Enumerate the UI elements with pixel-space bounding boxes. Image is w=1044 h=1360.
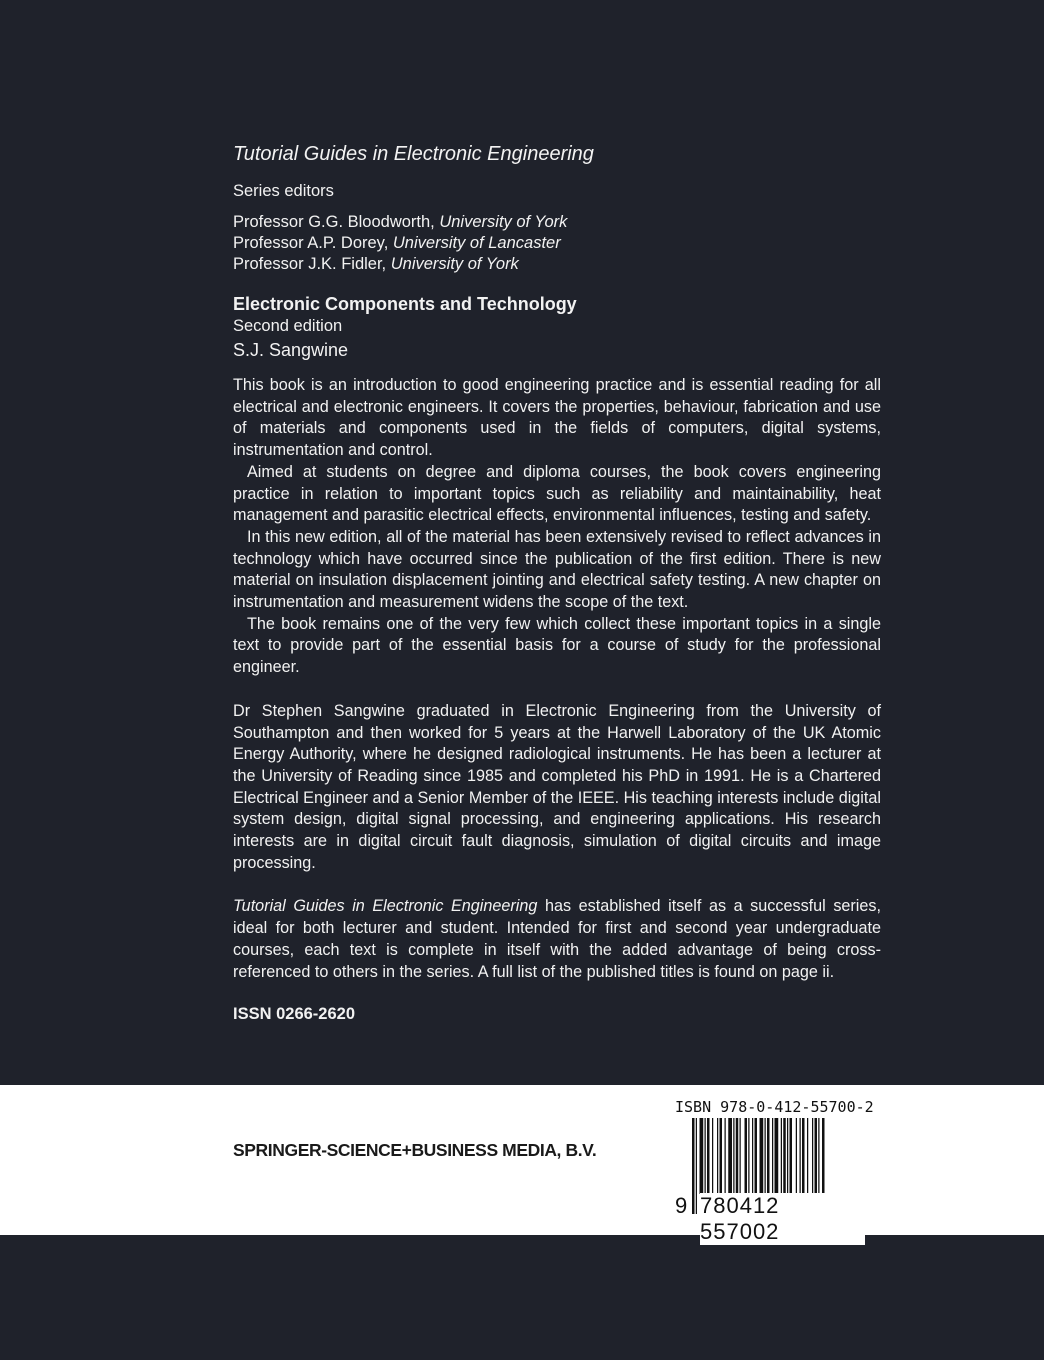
- barcode-bar: [772, 1118, 773, 1194]
- barcode-bar: [720, 1118, 723, 1194]
- book-edition: Second edition: [233, 317, 343, 335]
- editor-name: Professor J.K. Fidler,: [233, 255, 387, 273]
- barcode-bar: [740, 1118, 741, 1194]
- barcode-bar: [717, 1118, 718, 1194]
- barcode-bar: [775, 1118, 779, 1194]
- series-title: Tutorial Guides in Electronic Engineering: [233, 143, 594, 165]
- barcode-bar: [781, 1118, 782, 1194]
- blurb-paragraph: The book remains one of the very few which collect these important topics in a single text to provide part of the essential basis for a course of study for the professional engineer.: [233, 614, 881, 677]
- author-bio: [233, 701, 881, 875]
- editor-line: [233, 254, 881, 275]
- barcode-bar: [812, 1118, 813, 1194]
- barcode-bar: [752, 1118, 753, 1194]
- barcode-bar: [765, 1118, 766, 1194]
- blurb-paragraph: Aimed at students on degree and diploma courses, the book covers engineering practice in relation to important topics such as reliability and maintainability, heat management and parasitic electrical effects, environmental influences, testing and safety.: [233, 462, 881, 525]
- back-cover-content: [233, 140, 881, 1025]
- barcode-bar: [692, 1118, 695, 1214]
- barcode-bar: [705, 1118, 706, 1194]
- editor-line: [233, 233, 881, 254]
- barcode-bar: [736, 1118, 739, 1194]
- barcode-bar: [712, 1118, 713, 1194]
- editor-name: Professor A.P. Dorey,: [233, 234, 389, 252]
- editor-affiliation: University of York: [439, 213, 568, 231]
- barcode-bar: [725, 1118, 726, 1194]
- editor-name: Professor G.G. Bloodworth,: [233, 213, 435, 231]
- series-note: [233, 896, 881, 983]
- barcode-bar: [800, 1118, 801, 1194]
- barcode-bar: [815, 1118, 818, 1194]
- book-author: S.J. Sangwine: [233, 340, 349, 360]
- barcode-bar: [818, 1118, 819, 1194]
- book-blurb: [233, 375, 881, 679]
- barcode-bar: [783, 1118, 786, 1194]
- barcode-bar: [748, 1118, 749, 1194]
- barcode-bar: [745, 1118, 748, 1194]
- series-note-title: Tutorial Guides in Electronic Engineering: [233, 897, 538, 916]
- barcode-bar: [733, 1118, 734, 1194]
- barcode-bar: [790, 1118, 793, 1194]
- editor-line: [233, 212, 881, 233]
- barcode-bar: [700, 1118, 704, 1194]
- blurb-paragraph: This book is an introduction to good engineering practice and is essential reading for all electrical and electronic engineers. It covers the properties, behaviour, fabrication and use of materials and components used in the fields of computers, digital systems, instrumentation and control.: [233, 376, 881, 460]
- isbn-label: ISBN 978-0-412-55700-2: [675, 1098, 874, 1116]
- editor-affiliation: University of York: [390, 255, 519, 273]
- barcode-bar: [696, 1118, 697, 1214]
- barcode-bar: [787, 1118, 788, 1194]
- barcode-digits: 780412 557002: [700, 1193, 865, 1245]
- barcode-bar: [767, 1118, 770, 1194]
- barcode-bar: [802, 1118, 805, 1194]
- barcode-bar: [707, 1118, 710, 1194]
- series-editors-label: Series editors: [233, 182, 334, 200]
- publisher-name: SPRINGER-SCIENCE+BUSINESS MEDIA, B.V.: [233, 1140, 597, 1160]
- barcode-prefix-digit: 9: [675, 1193, 688, 1218]
- barcode-bar: [728, 1118, 732, 1194]
- issn-label: ISSN 0266-2620: [233, 1005, 356, 1024]
- blurb-paragraph: In this new edition, all of the material has been extensively revised to reflect advances in technology which have occurred since the publication of the first edition. There is new material on insulation displacement jointing and electrical safety testing. A new chapter on instrumentation and measurement widens the scope of the text.: [233, 527, 881, 612]
- barcode-bar: [796, 1118, 797, 1194]
- barcode-bar: [807, 1118, 808, 1194]
- editor-affiliation: University of Lancaster: [392, 234, 561, 252]
- author-bio-text: Dr Stephen Sangwine graduated in Electronic Engineering from the University of Southampton and then worked for 5 years at the Harwell Laboratory of the UK Atomic Energy Authority, where he designed radiological instruments. He has been a lecturer at the University of Reading since 1985 and completed his PhD in 1991. He is a Chartered Electrical Engineer and a Senior Member of the IEEE. His teaching interests include digital system design, digital signal processing, and engineering applications. His research interests are in digital circuit fault diagnosis, simulation of digital circuits and image processing.: [233, 701, 881, 872]
- book-title: Electronic Components and Technology: [233, 294, 577, 314]
- series-note-body: has established itself as a successful series, ideal for both lecturer and student. Intended for first and second year undergraduate courses, each text is complete in itself with the added advantage of being cross-referenced to others in the series. A full list of the published titles is found on page ii.: [233, 897, 881, 981]
- series-note-text: [233, 896, 881, 983]
